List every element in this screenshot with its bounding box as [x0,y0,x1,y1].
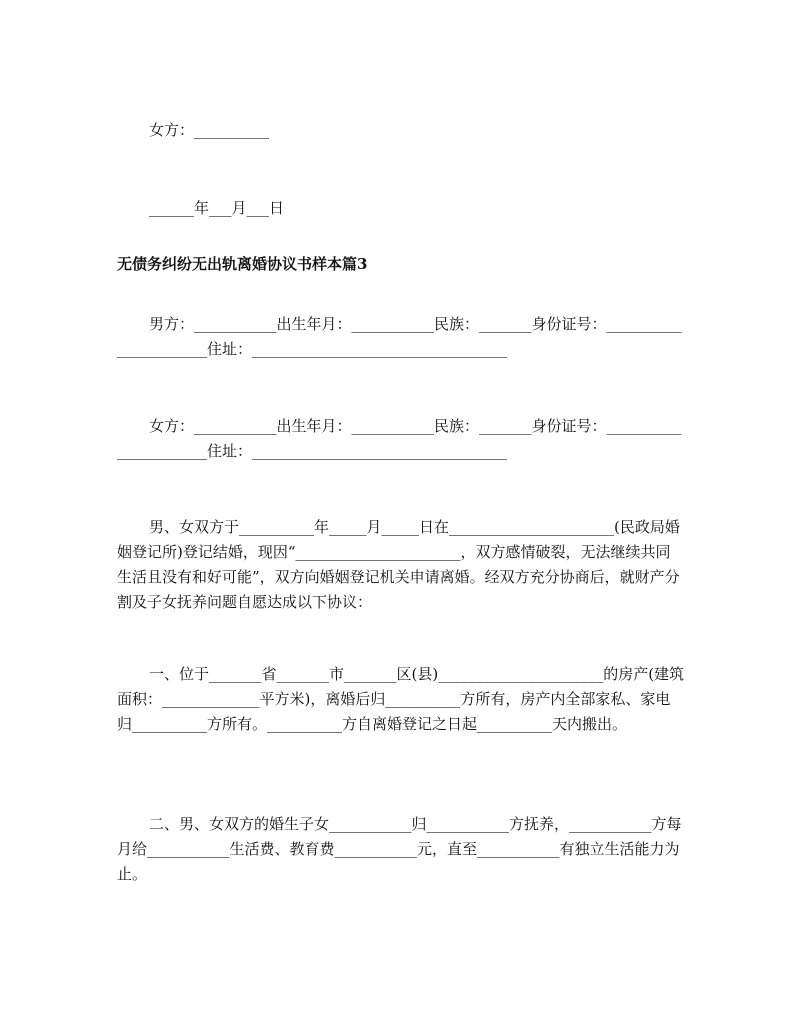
male-info-paragraph: 男方：___________出生年月：___________民族：_______身份证号：______________________住址：__________________________________ [117,315,682,358]
section-title: 无债务纠纷无出轨离婚协议书样本篇3 [117,255,368,273]
female-signature-line: 女方：__________ [149,121,270,139]
intro-paragraph: 男、女双方于__________年_____月_____日在______________________(民政局婚姻登记所)登记结婚，现因“______________________，双方感情破裂，无法继续共同生活且没有和好可能”，双方向婚姻登记机关申请离婚。经双方充分协商后，就财产分割及子女抚养问题自愿达成以下协议： [117,518,680,611]
female-info-paragraph: 女方：___________出生年月：___________民族：_______身份证号：______________________住址：__________________________________ [117,417,682,460]
clause-one-paragraph: 一、位于_______省_______市_______区(县)______________________的房产(建筑面积：_____________平方米)，离婚后归__________方所有，房产内全部家私、家电归__________方所有。__________方自离婚登记之日起__________天内搬出。 [117,665,685,733]
clause-two-paragraph: 二、男、女双方的婚生子女___________归___________方抚养，___________方每月给___________生活费、教育费___________元，直至___________有独立生活能力为止。 [117,815,682,883]
date-line: ______年___月___日 [149,199,285,217]
